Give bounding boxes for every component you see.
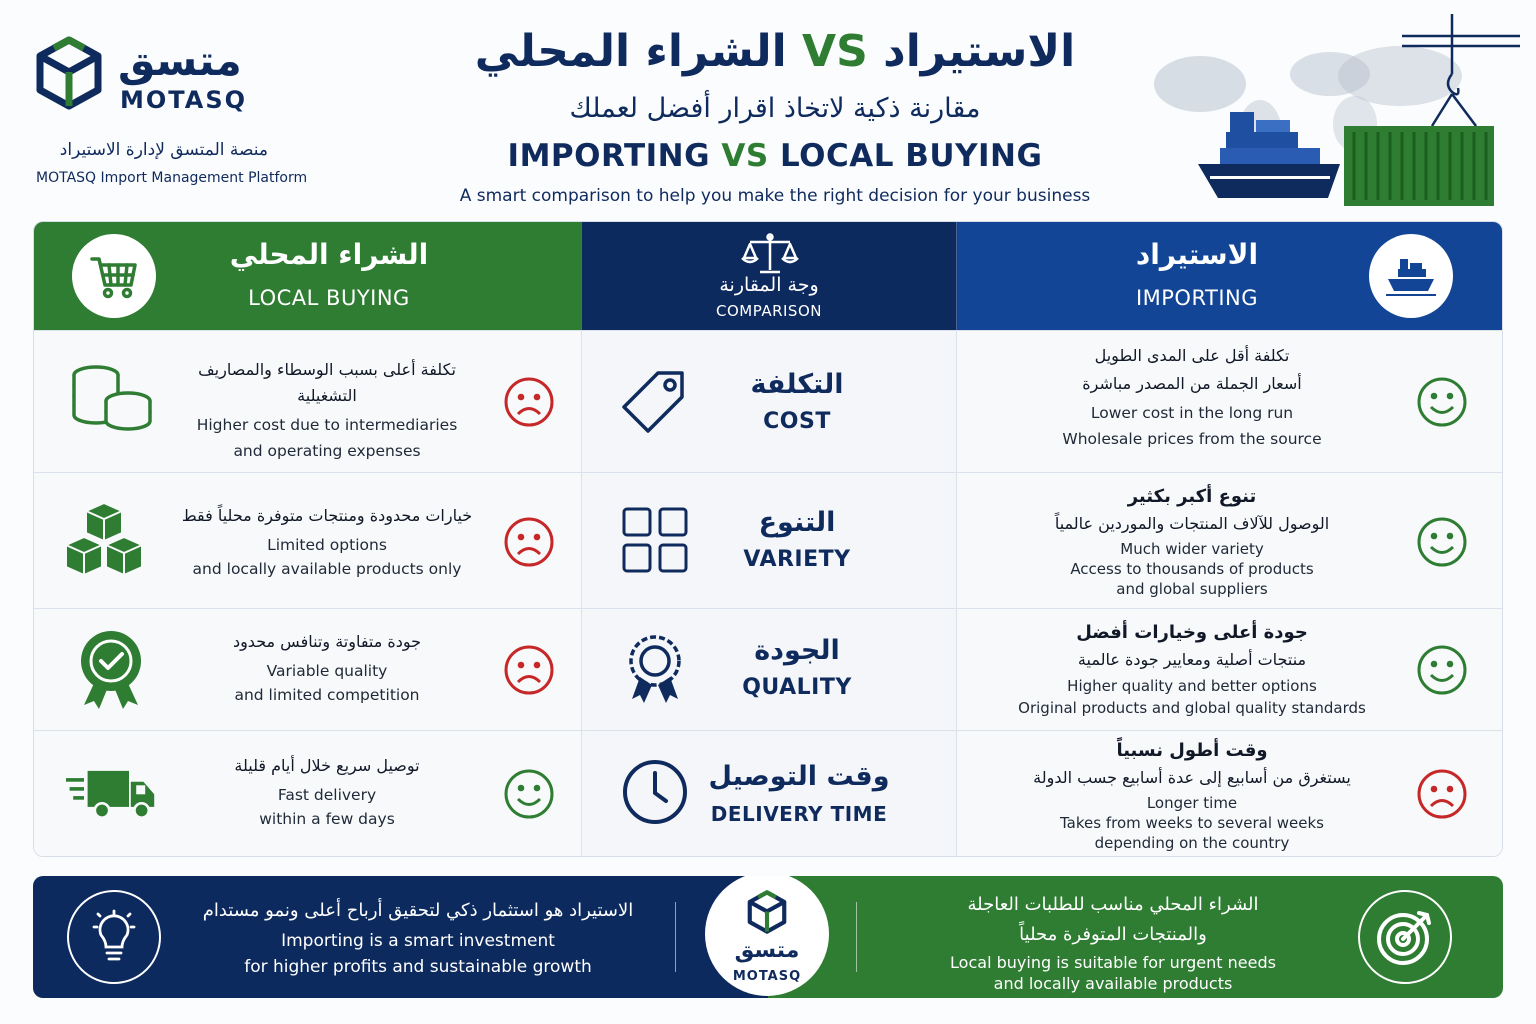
happy-face-icon [1415,515,1469,569]
cube-logo-icon [36,36,102,110]
footer-icon-circle [67,890,161,984]
happy-face-icon [502,767,556,821]
criterion-cost-ar: التكلفة [750,369,844,400]
importing-delivery-ar-1: وقت أطول نسبياً [1116,740,1268,761]
importing-delivery-text [987,737,1397,853]
local-header-en: LOCAL BUYING [248,286,410,310]
importing-cell [957,473,1503,608]
footer-local-text [908,890,1318,994]
footer-importing-en-1: Importing is a smart investment [281,931,555,951]
delivery-truck-icon [66,757,156,837]
local-cost-ar: تكلفة أعلى بسبب الوسطاء والمصاريف التشغيلية [198,360,456,405]
criterion-cell [581,331,957,472]
footer-brand-badge [703,876,831,998]
local-cost-text [172,357,482,463]
platform-name-en: MOTASQ Import Management Platform [36,170,308,186]
platform-name-ar: منصة المتسق لإدارة الاستيراد [59,140,268,160]
importing-cost-ar-1: تكلفة أقل على المدى الطويل [1094,346,1290,365]
importing-variety-ar-1: تنوع أكبر بكثير [1127,486,1257,507]
importing-cell [957,609,1503,730]
title-ar-right: الاستيراد [883,26,1076,77]
importing-delivery-ar-2: يستغرق من أسابيع إلى عدة أسابيع جسب الدولة [1033,768,1351,787]
local-variety-en-2: and locally available products only [192,560,462,578]
local-variety-en-1: Limited options [267,536,387,554]
column-header-importing [957,222,1503,330]
footer-local-en-1: Local buying is suitable for urgent needs [950,953,1276,972]
local-cell [34,609,581,730]
page-titles [380,18,1170,212]
importing-cell [957,731,1503,857]
sad-face-icon [1415,767,1469,821]
footer-importing-summary [33,876,768,998]
price-tag-icon [620,367,690,437]
local-delivery-text [172,753,482,831]
importing-cost-text [987,343,1397,451]
importing-cost-en-1: Lower cost in the long run [1090,404,1294,422]
criterion-cell [581,473,957,608]
criterion-variety-en: VARIETY [743,547,851,572]
happy-face-icon [1415,375,1469,429]
local-delivery-ar: توصيل سريع خلال أيام قليلة [234,756,420,775]
local-cost-en-1: Higher cost due to intermediaries [196,416,458,434]
cargo-ship-icon [1198,112,1340,198]
local-header-ar: الشراء المحلي [229,238,429,271]
importing-header-ar: الاستيراد [1135,238,1259,271]
local-cell [34,473,581,608]
footer-importing-en-2: for higher profits and sustainable growth [244,957,592,977]
lightbulb-icon [90,909,138,965]
local-variety-ar: خيارات محدودة ومنتجات متوفرة محلياً فقط [181,506,473,525]
table-row-cost [34,330,1503,472]
footer-importing-text [183,896,653,980]
target-icon [1375,907,1435,967]
importing-variety-en-1: Much wider variety [1120,540,1264,558]
title-en-vs: VS [721,138,769,174]
footer-local-ar-1: الشراء المحلي مناسب للطلبات العاجلة [967,894,1259,915]
grid-icon [620,505,690,575]
importing-delivery-en-2: Takes from weeks to several weeks [1059,814,1324,832]
local-quality-ar: جودة متفاوتة وتنافس محدود [232,632,422,651]
cargo-ship-icon [1384,253,1438,299]
footer-local-en-2: and locally available products [993,974,1233,993]
criterion-cell [581,609,957,730]
criterion-cost-en: COST [763,409,831,434]
page-subtitle-en: A smart comparison to help you make the right decision for your business [459,186,1091,206]
footer-icon-circle [1358,890,1452,984]
criterion-variety-ar: التنوع [758,507,836,538]
footer-divider [675,902,676,972]
title-en-left: IMPORTING [507,138,711,174]
quality-badge-icon [620,633,690,703]
summary-footer [33,876,1503,998]
happy-face-icon [1415,643,1469,697]
criterion-quality [702,631,892,705]
shopping-cart-icon [89,251,139,301]
page-subtitle-ar: مقارنة ذكية لاتخاذ اقرار أفضل لعملك [569,93,981,124]
sad-face-icon [502,515,556,569]
clock-icon [620,757,690,827]
local-quality-en-2: and limited competition [234,686,420,704]
boxes-icon [66,499,156,579]
table-row-quality [34,608,1503,730]
page-title-en [380,132,1170,180]
local-cell [34,731,581,857]
local-cell [34,331,581,472]
shipping-container-icon [1344,126,1494,206]
local-cost-en-2: and operating expenses [233,442,421,460]
criterion-quality-ar: الجودة [754,635,840,666]
importing-cost-en-2: Wholesale prices from the source [1062,430,1322,448]
footer-local-ar-2: والمنتجات المتوفرة محلياً [1019,924,1207,945]
sad-face-icon [502,643,556,697]
importing-variety-en-2: Access to thousands of products [1070,560,1314,578]
hero-illustration [1140,14,1520,214]
badge-name-ar: متسق [734,938,800,963]
comparison-header-en: COMPARISON [716,302,822,320]
importing-variety-ar-2: الوصول للآلاف المنتجات والموردين عالمياً [1054,514,1330,533]
brand-block [36,36,336,196]
importing-quality-en-1: Higher quality and better options [1067,677,1317,695]
local-quality-text [172,629,482,707]
footer-divider [856,902,857,972]
importing-header-en: IMPORTING [1135,286,1259,310]
criterion-delivery-time [694,757,904,831]
footer-local-summary [768,876,1503,998]
header-icon-circle [1369,234,1453,318]
importing-delivery-en-3: depending on the country [1094,834,1290,852]
criterion-cell [581,731,957,857]
scales-icon [740,232,800,276]
comparison-header-ar: وجة المقارنة [719,274,819,296]
local-delivery-en-2: within a few days [259,810,395,828]
title-en-right: LOCAL BUYING [779,138,1043,174]
criterion-cost [702,365,892,439]
comparison-table [33,221,1503,857]
local-quality-en-1: Variable quality [266,662,388,680]
check-badge-icon [66,629,156,709]
criterion-variety [702,503,892,577]
cube-logo-icon [747,890,787,934]
column-header-comparison [581,222,957,330]
column-header-local-buying [34,222,581,330]
sad-face-icon [502,375,556,429]
title-ar-left: الشراء المحلي [474,26,787,77]
table-row-delivery-time [34,730,1503,857]
page-title-ar [380,18,1170,86]
importing-variety-en-3: and global suppliers [1116,580,1268,598]
importing-quality-ar-2: منتجات أصلية ومعايير جودة عالمية [1077,650,1307,669]
local-variety-text [172,503,482,581]
footer-importing-ar: الاستيراد هو استثمار ذكي لتحقيق أرباح أعلى ونمو مستدام [202,900,634,921]
importing-cell [957,331,1503,472]
coins-stack-icon [66,361,156,441]
title-ar-vs: VS [802,26,868,77]
brand-name-en: MOTASQ [120,86,248,114]
table-row-variety [34,472,1503,608]
importing-quality-text [987,619,1397,718]
importing-quality-en-2: Original products and global quality standards [1018,699,1366,717]
importing-delivery-en-1: Longer time [1146,794,1238,812]
badge-name-en: MOTASQ [732,969,802,984]
importing-variety-text [987,483,1397,599]
brand-name-ar: متسق [118,36,242,85]
importing-cost-ar-2: أسعار الجملة من المصدر مباشرة [1082,374,1302,393]
criterion-delivery-ar: وقت التوصيل [708,761,890,792]
importing-quality-ar-1: جودة أعلى وخيارات أفضل [1076,622,1308,643]
criterion-delivery-en: DELIVERY TIME [710,802,888,826]
criterion-quality-en: QUALITY [742,675,852,700]
local-delivery-en-1: Fast delivery [277,786,377,804]
